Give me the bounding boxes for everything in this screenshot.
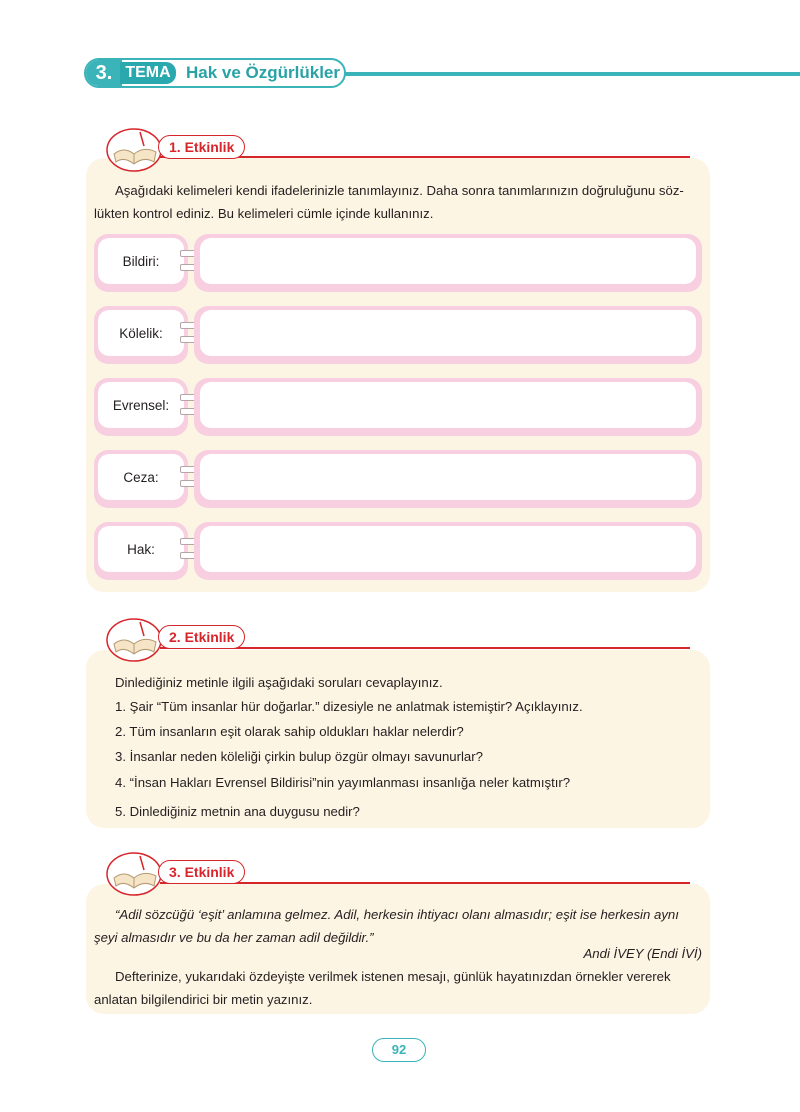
activity2-intro: Dinlediğiniz metinle ilgili aşağıdaki soruları cevaplayınız. — [115, 675, 443, 690]
term-label: Evrensel: — [98, 382, 184, 428]
question-item: 2. Tüm insanların eşit olarak sahip oldukları haklar nelerdir? — [115, 724, 464, 739]
term-box — [94, 306, 188, 364]
open-book-icon — [104, 124, 164, 174]
task-line2: anlatan bilgilendirici bir metin yazınız. — [94, 992, 313, 1007]
activity1-label: 1. Etkinlik — [158, 135, 245, 159]
definition-box — [194, 450, 702, 508]
definition-field[interactable] — [200, 238, 696, 284]
theme-number: 3. — [86, 60, 122, 86]
activity3-rule — [160, 882, 690, 884]
term-box — [94, 234, 188, 292]
theme-title: Hak ve Özgürlükler — [186, 63, 341, 82]
definition-field[interactable] — [200, 454, 696, 500]
question-item: 1. Şair “Tüm insanlar hür doğarlar.” dizesiyle ne anlatmak istemiştir? Açıklayınız. — [115, 699, 583, 714]
question-item: 3. İnsanlar neden köleliği çirkin bulup özgür olmayı savunurlar? — [115, 749, 483, 764]
definition-field[interactable] — [200, 526, 696, 572]
term-box — [94, 378, 188, 436]
activity1-instruction-line2: lükten kontrol ediniz. Bu kelimeleri cümle içinde kullanınız. — [94, 206, 434, 221]
theme-word: TEMA — [120, 62, 176, 84]
open-book-icon — [104, 848, 164, 898]
activity2-label: 2. Etkinlik — [158, 625, 245, 649]
question-item: 4. “İnsan Hakları Evrensel Bildirisi”nin yayımlanması insanlığa neler katmıştır? — [115, 775, 571, 790]
activity1-instruction-line1: Aşağıdaki kelimeleri kendi ifadelerinizle tanımlayınız. Daha sonra tanımlarınızın doğruluğunu söz- — [115, 183, 684, 198]
quote-line1: “Adil sözcüğü ‘eşit’ anlamına gelmez. Adil, herkesin ihtiyacı olanı almasıdır; eşit ise herkesin aynı — [115, 907, 679, 922]
quote-line2: şeyi almasıdır ve bu da her zaman adil değildir.” — [94, 930, 374, 945]
term-label: Hak: — [98, 526, 184, 572]
open-book-icon — [104, 614, 164, 664]
activity3-label: 3. Etkinlik — [158, 860, 245, 884]
header-rule — [330, 72, 800, 76]
activity2-rule — [160, 647, 690, 649]
term-box — [94, 450, 188, 508]
task-line1: Defterinize, yukarıdaki özdeyişte verilmek istenen mesajı, günlük hayatınızdan örnekler vererek — [115, 969, 671, 984]
quote-author: Andi İVEY (Endi İVİ) — [583, 946, 702, 961]
definition-field[interactable] — [200, 310, 696, 356]
definition-field[interactable] — [200, 382, 696, 428]
term-box — [94, 522, 188, 580]
definition-box — [194, 522, 702, 580]
definition-box — [194, 234, 702, 292]
page-number: 92 — [372, 1038, 426, 1062]
definition-box — [194, 306, 702, 364]
term-label: Bildiri: — [98, 238, 184, 284]
definition-box — [194, 378, 702, 436]
question-item: 5. Dinlediğiniz metnin ana duygusu nedir? — [115, 804, 360, 819]
term-label: Ceza: — [98, 454, 184, 500]
term-label: Kölelik: — [98, 310, 184, 356]
